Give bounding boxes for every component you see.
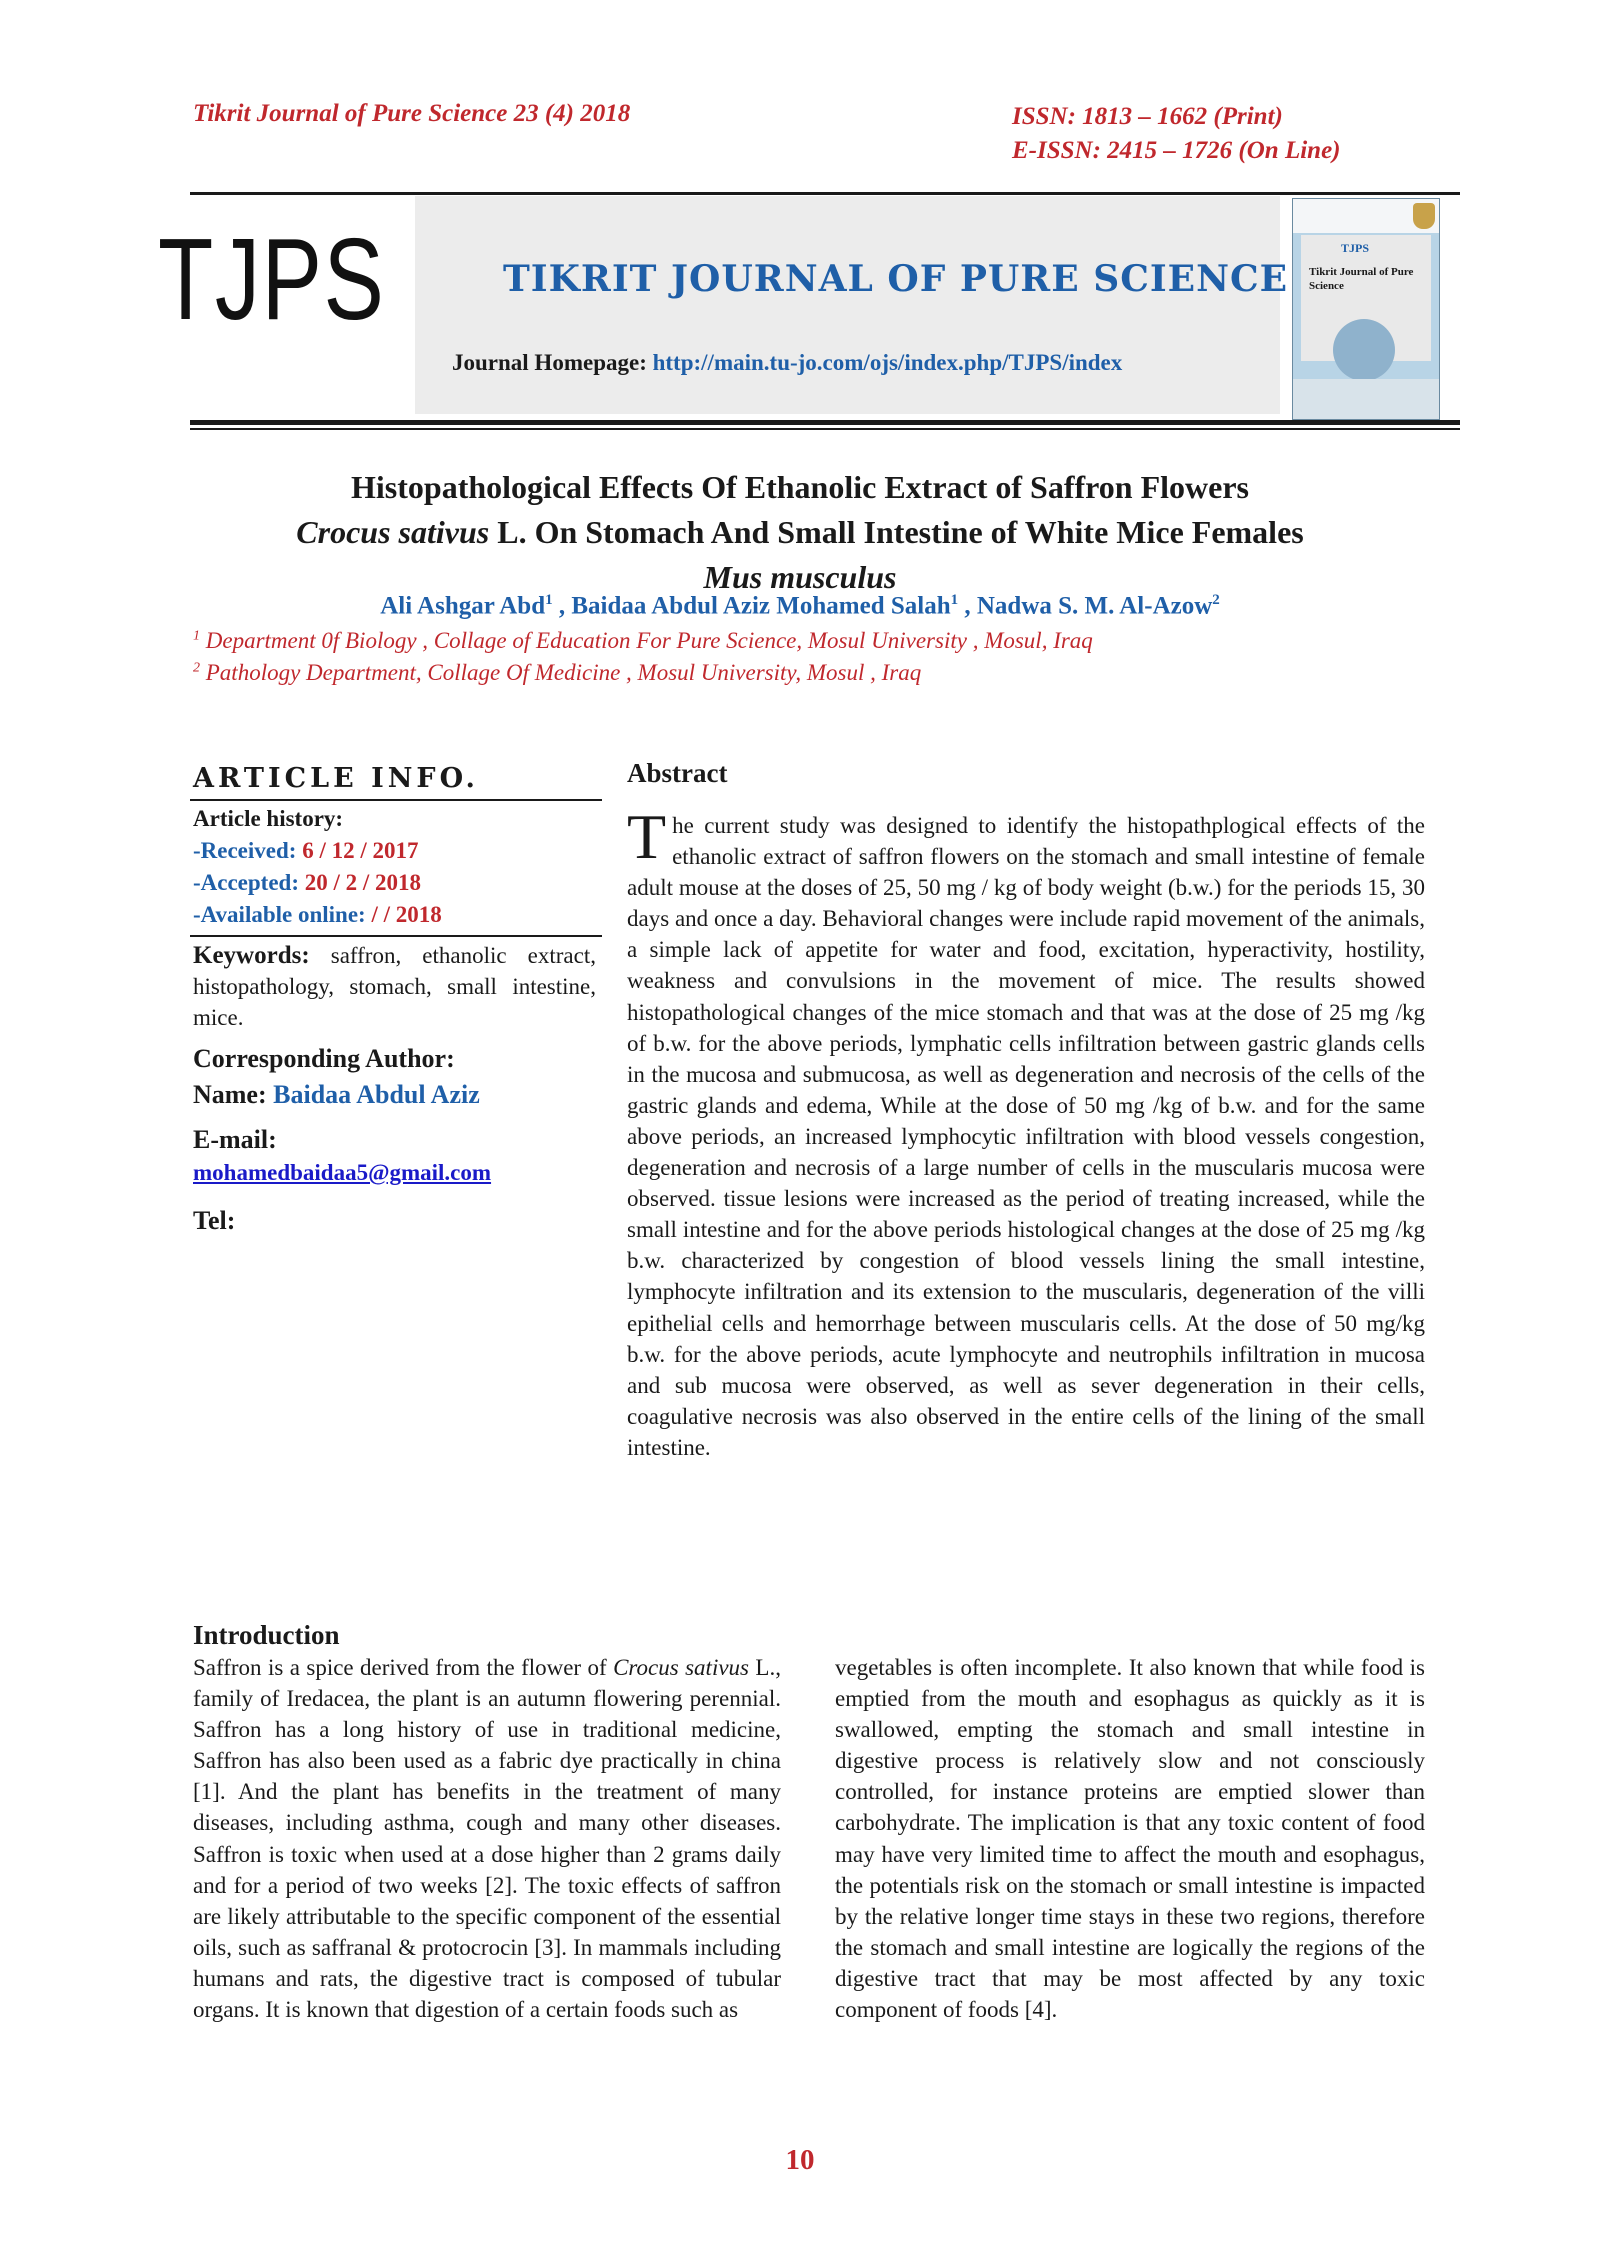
author-3-sup: 2: [1212, 592, 1220, 608]
journal-homepage: [452, 350, 1122, 376]
banner-background: [415, 196, 1280, 414]
issn-block: [1012, 100, 1341, 168]
abstract-body: [627, 801, 1425, 1463]
homepage-label: Journal Homepage:: [452, 350, 653, 375]
banner-bottom-rule: [190, 420, 1460, 425]
affiliation-2: [193, 660, 921, 686]
banner-top-rule: [190, 192, 1460, 195]
banner-bottom-rule-thin: [190, 428, 1460, 430]
article-info-rule-top: [190, 799, 602, 801]
accepted-date: [193, 870, 421, 896]
title-line-1: Histopathological Effects Of Ethanolic Extract of Saffron Flowers: [351, 469, 1249, 505]
available-date: [193, 902, 442, 928]
cover-footer: [1293, 379, 1439, 419]
affiliation-1-sup: 1: [193, 628, 200, 644]
affiliation-1-text: Department 0f Biology , Collage of Education For Pure Science, Mosul University , Mosul, Iraq: [200, 628, 1093, 653]
article-info-heading: ARTICLE INFO.: [193, 763, 479, 794]
article-info-rule-bottom: [190, 935, 602, 937]
title-line-2: [0, 510, 1600, 555]
paper-title: [0, 465, 1600, 600]
keywords-value: saffron, ethanolic extract, histopathology, stomach, small intestine, mice.: [193, 943, 596, 1030]
title-line-3: Mus musculus: [703, 559, 897, 595]
author-2: , Baidaa Abdul Aziz Mohamed Salah: [552, 592, 951, 620]
received-value: 6 / 12 / 2017: [302, 838, 419, 863]
email-label: E-mail:: [193, 1125, 277, 1154]
affiliation-2-text: Pathology Department, Collage Of Medicine , Mosul University, Mosul , Iraq: [200, 660, 922, 685]
introduction-column-left: [193, 1652, 781, 2025]
authors: [0, 592, 1600, 620]
abstract-text: he current study was designed to identify the histopathplogical effects of the ethanolic extract of saffron flowers on the stomach and small intestine of female adult mouse at the doses of 25, 50 mg / kg of body weight (b.w.) for the periods 15, 30 days and once a day. Behavioral changes were include rapid movement of the animals, a simple lack of appetite for water and food, excitation, hyperactivity, hostility, weakness and convulsions in the movement of mice. The results showed histopathological changes of the mice stomach and that was at the dose of 25 mg /kg of b.w. for the above periods, lymphatic cells infiltration between gastric glands cells in the mucosa and submucosa, as well as degeneration and necrosis of the cells of the gastric glands and edema, While at the dose of 50 mg /kg of b.w. and for the same above periods, an increased lymphocytic infiltration with blood vessels congestion, degeneration and necrosis of a large number of cells in the muscularis mucosa were observed. tissue lesions were increased as the period of treating increased, while the small intestine and for the above periods histological changes at the dose of 25 mg /kg b.w. characterized by congestion of blood vessels lining the small intestine, lymphocyte infiltration and its extension to the muscularis, degeneration of the villi epithelial cells and hemorrhage between muscularis cells. At the dose of 50 mg/kg b.w. for the above periods, acute lymphocyte and neutrophils infiltration in mucosa and sub mucosa were observed, as well as sever degeneration in their cells, coagulative necrosis was also observed in the entire cells of the lining of the small intestine.: [627, 813, 1425, 1460]
corresponding-author-name: Baidaa Abdul Aziz: [273, 1080, 480, 1109]
email-link[interactable]: mohamedbaidaa5@gmail.com: [193, 1160, 492, 1185]
cover-title: Tikrit Journal of Pure Science: [1309, 266, 1414, 292]
abstract-dropcap: T: [627, 801, 667, 872]
abstract-heading: Abstract: [627, 758, 728, 788]
affiliation-1: [193, 628, 1093, 654]
author-name-row: [193, 1080, 480, 1110]
cover-seal-icon: [1333, 319, 1395, 381]
introduction-column-right: vegetables is often incomplete. It also known that while food is emptied from the mouth and esophagus as quickly as it is swallowed, empting the stomach and small intestine in digestive process is relatively slow and not consciously controlled, for instance proteins are emptied slower than carbohydrate. The implication is that any toxic content of food may have very limited time to affect the mouth and esophagus, the potentials risk on the stomach or small intestine is impacted by the relative longer time stays in these two regions, therefore the stomach and small intestine are logically the regions of the digestive tract that may be most affected by any toxic component of foods [4].: [835, 1655, 1425, 2023]
journal-name: TIKRIT JOURNAL OF PURE SCIENCE: [503, 258, 1289, 300]
available-label: -Available online:: [193, 902, 372, 927]
issn-print: ISSN: 1813 – 1662 (Print): [1012, 103, 1283, 130]
corresponding-author-label: Corresponding Author:: [193, 1044, 455, 1073]
author-1-sup: 1: [545, 592, 553, 608]
accepted-label: -Accepted:: [193, 870, 305, 895]
name-label: Name:: [193, 1080, 274, 1109]
intro-left-part2: L., family of Iredacea, the plant is an autumn flowering perennial. Saffron has a long history of use in traditional medicine, Saffron has also been used as a fabric dye practically in china [1]. And the plant has benefits in the treatment of many diseases, including asthma, cough and many other diseases. Saffron is toxic when used at a dose higher than 2 grams daily and for a period of two weeks [2]. The toxic effects of saffron are likely attributable to the specific component of the essential oils, such as saffranal & protocrocin [3]. In mammals including humans and rats, the digestive tract is composed of tubular organs. It is known that digestion of a certain foods such as: [193, 1655, 781, 2023]
title-line-2-rest: L. On Stomach And Small Intestine of White Mice Females: [489, 514, 1304, 550]
intro-species-name: Crocus sativus: [613, 1655, 749, 1680]
affiliation-2-sup: 2: [193, 660, 200, 676]
article-history-label: Article history:: [193, 806, 344, 831]
received-label: -Received:: [193, 838, 303, 863]
page-number: 10: [785, 2144, 815, 2176]
received-date: [193, 838, 418, 864]
intro-left-part1: Saffron is a spice derived from the flower of: [193, 1655, 614, 1680]
university-crest-icon: [1413, 203, 1435, 229]
author-2-sup: 1: [950, 592, 959, 608]
keywords-label: Keywords:: [193, 942, 310, 969]
introduction-heading: Introduction: [193, 1620, 340, 1650]
cover-tjps: TJPS: [1341, 241, 1370, 255]
journal-cover-image: [1292, 198, 1440, 420]
author-3: , Nadwa S. M. Al-Azow: [958, 592, 1213, 620]
species-name: Crocus sativus: [296, 514, 490, 550]
tjps-logo: TJPS: [158, 214, 386, 344]
issn-online: E-ISSN: 2415 – 1726 (On Line): [1012, 137, 1341, 164]
homepage-link[interactable]: http://main.tu-jo.com/ojs/index.php/TJPS/index: [652, 350, 1123, 375]
author-1: Ali Ashgar Abd: [380, 592, 546, 620]
available-value: / / 2018: [371, 902, 442, 927]
accepted-value: 20 / 2 / 2018: [304, 870, 422, 895]
keywords: [193, 940, 596, 1033]
tel-label: Tel:: [193, 1206, 236, 1235]
journal-issue: Tikrit Journal of Pure Science 23 (4) 2018: [193, 100, 631, 127]
